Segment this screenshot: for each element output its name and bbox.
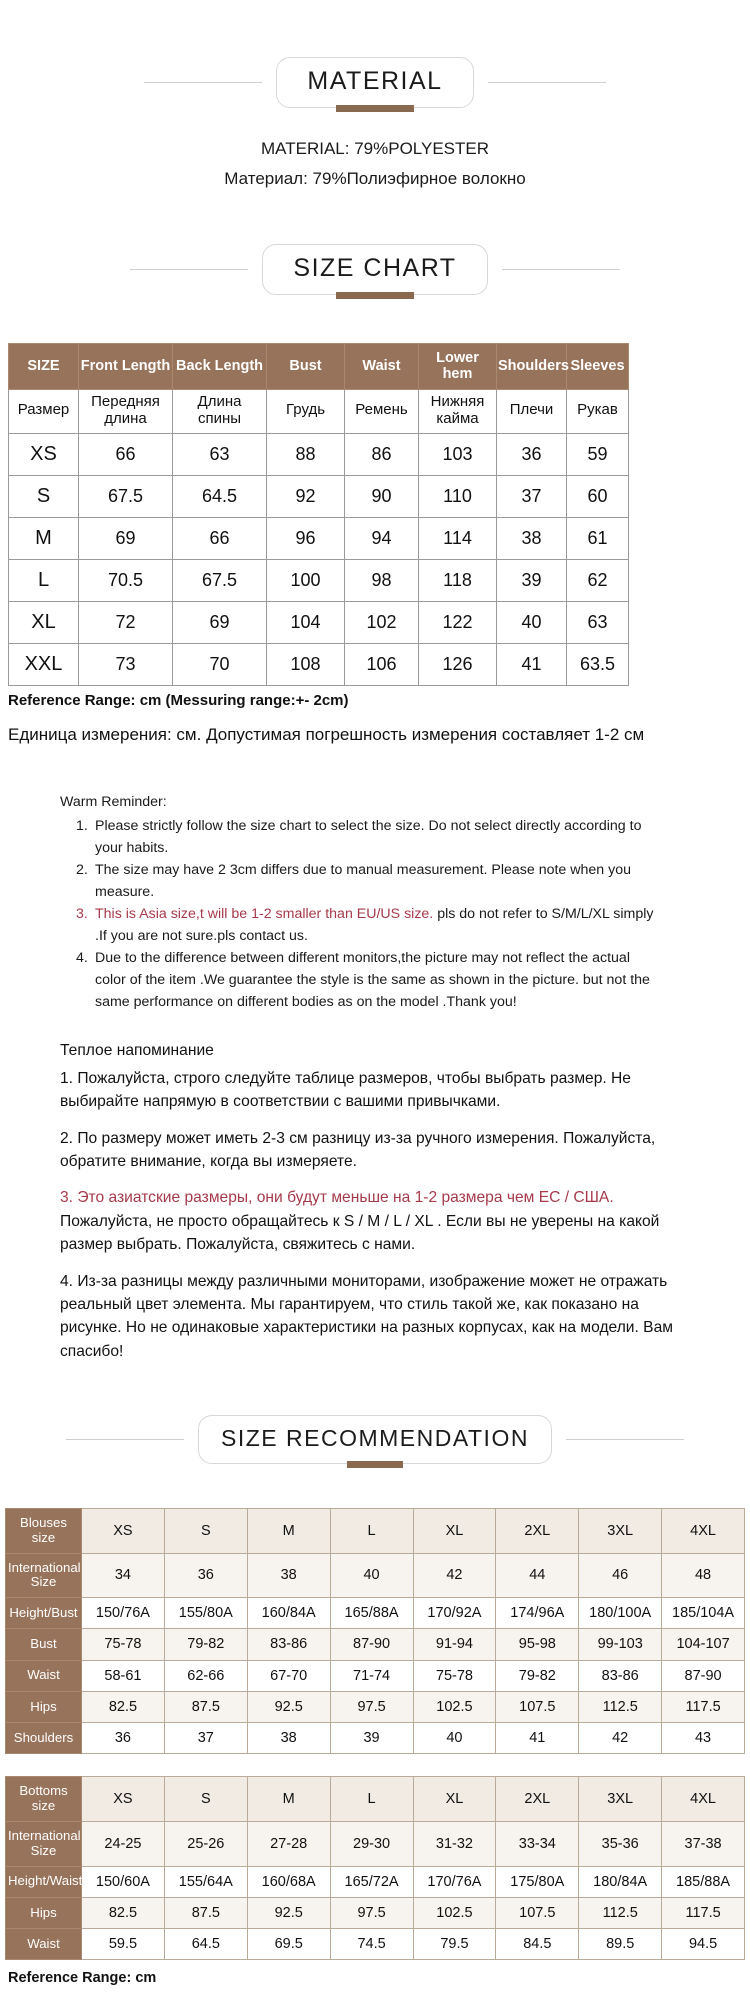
cell-lower-hem: 114 xyxy=(419,518,497,560)
banner-rule-right xyxy=(566,1439,684,1440)
list-item-text: pls do not refer to S/M/L/XL simply .If you are not sure.pls contact us. xyxy=(95,906,654,945)
cell-lower-hem: 118 xyxy=(419,560,497,602)
row-label-height-waist: Height/Waist xyxy=(6,1866,82,1897)
cell: 91-94 xyxy=(413,1629,496,1660)
cell: L xyxy=(330,1777,413,1822)
cell: 58-61 xyxy=(82,1660,165,1691)
cell-bust: 104 xyxy=(267,602,345,644)
cell: 42 xyxy=(579,1723,662,1754)
cell: 4XL xyxy=(662,1777,745,1822)
blouses-recommendation-table xyxy=(5,1508,745,1754)
cell: 112.5 xyxy=(579,1897,662,1928)
warm-reminder-list-en xyxy=(60,815,660,1013)
cell: 3XL xyxy=(579,1777,662,1822)
cell-sleeves: 60 xyxy=(567,476,629,518)
list-item xyxy=(76,859,660,903)
cell: 87-90 xyxy=(330,1629,413,1660)
banner-rule-left xyxy=(144,82,262,83)
cell-waist: 102 xyxy=(345,602,419,644)
cell: 37-38 xyxy=(662,1821,745,1866)
banner-rule-left xyxy=(130,269,248,270)
cell: 107.5 xyxy=(496,1691,579,1722)
cell: 165/88A xyxy=(330,1598,413,1629)
col-header-ru-shoulders: Плечи xyxy=(497,389,567,434)
cell: 104-107 xyxy=(662,1629,745,1660)
table-row xyxy=(6,1691,745,1722)
list-item-number: 4. xyxy=(76,950,88,967)
cell: 79-82 xyxy=(164,1629,247,1660)
reference-range-en: Reference Range: cm (Messuring range:+- 2cm) xyxy=(8,692,349,710)
size-recommendation-banner-label: SIZE RECOMMENDATION xyxy=(198,1415,552,1464)
material-line-en: MATERIAL: 79%POLYESTER xyxy=(261,139,489,158)
cell: 117.5 xyxy=(662,1691,745,1722)
cell-back-length: 70 xyxy=(173,644,267,686)
cell-front-length: 73 xyxy=(79,644,173,686)
cell-waist: 98 xyxy=(345,560,419,602)
warm-reminder-en xyxy=(60,791,660,1013)
cell: 4XL xyxy=(662,1509,745,1554)
cell: 92.5 xyxy=(247,1691,330,1722)
cell-front-length: 66 xyxy=(79,434,173,476)
warm-reminder-ru xyxy=(60,1039,680,1363)
cell: 62-66 xyxy=(164,1660,247,1691)
cell-sleeves: 59 xyxy=(567,434,629,476)
cell-sleeves: 63 xyxy=(567,602,629,644)
cell: XS xyxy=(82,1777,165,1822)
cell-size: XS xyxy=(9,434,79,476)
material-banner-pill-wrap xyxy=(276,57,473,108)
reference-range-ru: Единица измерения: см. Допустимая погрешность измерения составляет 1-2 см xyxy=(8,725,645,745)
cell: 102.5 xyxy=(413,1691,496,1722)
cell: 150/76A xyxy=(82,1598,165,1629)
cell: 69.5 xyxy=(247,1929,330,1960)
cell-shoulders: 40 xyxy=(497,602,567,644)
cell-size: L xyxy=(9,560,79,602)
cell: 175/80A xyxy=(496,1866,579,1897)
table-row xyxy=(9,518,629,560)
col-header-waist: Waist xyxy=(345,343,419,389)
warm-reminder-title-en: Warm Reminder: xyxy=(60,794,167,811)
cell: 97.5 xyxy=(330,1897,413,1928)
cell-sleeves: 62 xyxy=(567,560,629,602)
list-item-number: 3. xyxy=(76,906,88,923)
cell-bust: 108 xyxy=(267,644,345,686)
list-item-text: Please strictly follow the size chart to select the size. Do not select directly according to your habits. xyxy=(95,818,642,857)
cell: 185/88A xyxy=(662,1866,745,1897)
reminder-paragraph-highlight: 3. Это азиатские размеры, они будут меньше на 1-2 размера чем ЕС / США. xyxy=(60,1189,614,1207)
list-item-number: 2. xyxy=(76,862,88,879)
cell-shoulders: 38 xyxy=(497,518,567,560)
cell: 71-74 xyxy=(330,1660,413,1691)
cell: XL xyxy=(413,1777,496,1822)
cell: 34 xyxy=(82,1553,165,1598)
table-row xyxy=(6,1723,745,1754)
row-label-height-bust: Height/Bust xyxy=(6,1598,82,1629)
material-banner-label: MATERIAL xyxy=(276,57,473,108)
table-row xyxy=(9,602,629,644)
cell: 89.5 xyxy=(579,1929,662,1960)
material-lines xyxy=(0,134,750,194)
reminder-paragraph xyxy=(60,1186,680,1256)
col-header-size: SIZE xyxy=(9,343,79,389)
cell: 170/76A xyxy=(413,1866,496,1897)
cell: 27-28 xyxy=(247,1821,330,1866)
table-row xyxy=(6,1598,745,1629)
cell: 180/84A xyxy=(579,1866,662,1897)
reminder-paragraph-text: Пожалуйста, не просто обращайтесь к S / M / L / XL . Если вы не уверены на какой размер выбрать. Пожалуйста, свяжитесь с нами. xyxy=(60,1212,660,1254)
col-header-shoulders: Shoulders xyxy=(497,343,567,389)
cell: 25-26 xyxy=(164,1821,247,1866)
cell: 3XL xyxy=(579,1509,662,1554)
col-header-bust: Bust xyxy=(267,343,345,389)
cell: 41 xyxy=(496,1723,579,1754)
size-chart-header-row-ru xyxy=(9,389,629,434)
cell: 75-78 xyxy=(413,1660,496,1691)
cell: 35-36 xyxy=(579,1821,662,1866)
table-row xyxy=(6,1866,745,1897)
cell-front-length: 72 xyxy=(79,602,173,644)
cell: 24-25 xyxy=(82,1821,165,1866)
cell-size: M xyxy=(9,518,79,560)
cell: 38 xyxy=(247,1553,330,1598)
cell-shoulders: 37 xyxy=(497,476,567,518)
cell: 39 xyxy=(330,1723,413,1754)
cell: 33-34 xyxy=(496,1821,579,1866)
size-recommendation-banner-pill-wrap xyxy=(198,1415,552,1464)
cell-sleeves: 63.5 xyxy=(567,644,629,686)
cell: 83-86 xyxy=(579,1660,662,1691)
cell: 95-98 xyxy=(496,1629,579,1660)
cell: 31-32 xyxy=(413,1821,496,1866)
list-item xyxy=(76,903,660,947)
table-row xyxy=(9,476,629,518)
cell-size: XXL xyxy=(9,644,79,686)
cell: S xyxy=(164,1777,247,1822)
cell: 92.5 xyxy=(247,1897,330,1928)
cell: 43 xyxy=(662,1723,745,1754)
cell-shoulders: 36 xyxy=(497,434,567,476)
row-label-international-size: International Size xyxy=(6,1553,82,1598)
cell-bust: 96 xyxy=(267,518,345,560)
cell: 99-103 xyxy=(579,1629,662,1660)
reminder-paragraph: 2. По размеру может иметь 2-3 см разницу из-за ручного измерения. Пожалуйста, обратите внимание, когда вы измеряете. xyxy=(60,1129,656,1170)
cell: 79.5 xyxy=(413,1929,496,1960)
cell: L xyxy=(330,1509,413,1554)
cell: 165/72A xyxy=(330,1866,413,1897)
cell: 59.5 xyxy=(82,1929,165,1960)
cell: 102.5 xyxy=(413,1897,496,1928)
cell-size: S xyxy=(9,476,79,518)
cell: 160/68A xyxy=(247,1866,330,1897)
row-label-hips: Hips xyxy=(6,1691,82,1722)
cell: 36 xyxy=(164,1553,247,1598)
cell: 37 xyxy=(164,1723,247,1754)
cell-lower-hem: 110 xyxy=(419,476,497,518)
row-label-blouses-size: Blouses size xyxy=(6,1509,82,1554)
reminder-paragraph: 1. Пожалуйста, строго следуйте таблице размеров, чтобы выбрать размер. Не выбирайте напрямую в соответствии с вашими привычками. xyxy=(60,1069,631,1111)
row-label-shoulders: Shoulders xyxy=(6,1723,82,1754)
row-label-waist: Waist xyxy=(6,1929,82,1960)
cell: 87.5 xyxy=(164,1897,247,1928)
cell-sleeves: 61 xyxy=(567,518,629,560)
cell: 150/60A xyxy=(82,1866,165,1897)
list-item xyxy=(76,815,660,859)
cell: 82.5 xyxy=(82,1691,165,1722)
cell: 2XL xyxy=(496,1777,579,1822)
banner-rule-right xyxy=(488,82,606,83)
col-header-sleeves: Sleeves xyxy=(567,343,629,389)
cell: 155/80A xyxy=(164,1598,247,1629)
table-row xyxy=(6,1553,745,1598)
material-line-ru: Материал: 79%Полиэфирное волокно xyxy=(224,168,526,188)
table-row xyxy=(9,434,629,476)
cell: 84.5 xyxy=(496,1929,579,1960)
size-recommendation-banner xyxy=(0,1415,750,1464)
cell-shoulders: 39 xyxy=(497,560,567,602)
cell: S xyxy=(164,1509,247,1554)
table-row xyxy=(6,1629,745,1660)
cell: M xyxy=(247,1777,330,1822)
col-header-back-length: Back Length xyxy=(173,343,267,389)
cell-back-length: 63 xyxy=(173,434,267,476)
size-chart-header-row-en xyxy=(9,343,629,389)
col-header-ru-front-length: Передняя длина xyxy=(79,389,173,434)
col-header-front-length: Front Length xyxy=(79,343,173,389)
cell: 117.5 xyxy=(662,1897,745,1928)
cell-lower-hem: 103 xyxy=(419,434,497,476)
cell: 48 xyxy=(662,1553,745,1598)
col-header-lower-hem: Lower hem xyxy=(419,343,497,389)
cell: 174/96A xyxy=(496,1598,579,1629)
size-chart-banner xyxy=(0,244,750,295)
size-chart-banner-label: SIZE CHART xyxy=(262,244,487,295)
cell-waist: 94 xyxy=(345,518,419,560)
cell-bust: 88 xyxy=(267,434,345,476)
cell-lower-hem: 122 xyxy=(419,602,497,644)
col-header-ru-bust: Грудь xyxy=(267,389,345,434)
list-item-number: 1. xyxy=(76,818,88,835)
row-label-international-size: International Size xyxy=(6,1821,82,1866)
cell: M xyxy=(247,1509,330,1554)
table-row xyxy=(6,1660,745,1691)
cell-waist: 90 xyxy=(345,476,419,518)
cell: 40 xyxy=(330,1553,413,1598)
cell-waist: 86 xyxy=(345,434,419,476)
cell: 87-90 xyxy=(662,1660,745,1691)
cell: XL xyxy=(413,1509,496,1554)
cell-lower-hem: 126 xyxy=(419,644,497,686)
table-row xyxy=(6,1897,745,1928)
row-label-bottoms-size: Bottoms size xyxy=(6,1777,82,1822)
banner-rule-left xyxy=(66,1439,184,1440)
cell-front-length: 70.5 xyxy=(79,560,173,602)
list-item-text: The size may have 2 3cm differs due to manual measurement. Please note when you measure. xyxy=(95,862,632,901)
cell-waist: 106 xyxy=(345,644,419,686)
cell: 94.5 xyxy=(662,1929,745,1960)
cell: 46 xyxy=(579,1553,662,1598)
size-chart-banner-pill-wrap xyxy=(262,244,487,295)
bottoms-recommendation-table xyxy=(5,1776,745,1960)
cell: 97.5 xyxy=(330,1691,413,1722)
table-row xyxy=(6,1929,745,1960)
table-row xyxy=(6,1777,745,1822)
cell: 75-78 xyxy=(82,1629,165,1660)
table-row xyxy=(6,1509,745,1554)
col-header-ru-waist: Ремень xyxy=(345,389,419,434)
material-banner xyxy=(0,57,750,108)
col-header-ru-size: Размер xyxy=(9,389,79,434)
list-item-text: Due to the difference between different monitors,the picture may not reflect the actual color of the item .We guarantee the style is the same as shown in the picture. but not the same performance on different bodies as on the model .Thank you! xyxy=(95,950,650,1011)
col-header-ru-back-length: Длина спины xyxy=(173,389,267,434)
cell-back-length: 67.5 xyxy=(173,560,267,602)
row-label-waist: Waist xyxy=(6,1660,82,1691)
cell: 67-70 xyxy=(247,1660,330,1691)
row-label-hips: Hips xyxy=(6,1897,82,1928)
cell: 38 xyxy=(247,1723,330,1754)
cell: 42 xyxy=(413,1553,496,1598)
cell: 44 xyxy=(496,1553,579,1598)
cell: 29-30 xyxy=(330,1821,413,1866)
cell: 180/100A xyxy=(579,1598,662,1629)
table-row xyxy=(9,644,629,686)
cell: 82.5 xyxy=(82,1897,165,1928)
cell-shoulders: 41 xyxy=(497,644,567,686)
cell: 170/92A xyxy=(413,1598,496,1629)
table-row xyxy=(6,1821,745,1866)
cell: 74.5 xyxy=(330,1929,413,1960)
cell-bust: 100 xyxy=(267,560,345,602)
reference-range-bottom: Reference Range: cm xyxy=(8,1970,157,1987)
table-row xyxy=(9,560,629,602)
row-label-bust: Bust xyxy=(6,1629,82,1660)
banner-accent-bar xyxy=(336,105,414,112)
cell: 155/64A xyxy=(164,1866,247,1897)
cell: 185/104A xyxy=(662,1598,745,1629)
banner-accent-bar xyxy=(347,1461,403,1468)
cell: XS xyxy=(82,1509,165,1554)
cell-back-length: 69 xyxy=(173,602,267,644)
cell-front-length: 69 xyxy=(79,518,173,560)
cell-bust: 92 xyxy=(267,476,345,518)
col-header-ru-lower-hem: Нижняя кайма xyxy=(419,389,497,434)
cell: 160/84A xyxy=(247,1598,330,1629)
cell: 64.5 xyxy=(164,1929,247,1960)
list-item-text-highlight: This is Asia size,t will be 1-2 smaller than EU/US size. xyxy=(95,906,434,923)
cell: 107.5 xyxy=(496,1897,579,1928)
cell: 112.5 xyxy=(579,1691,662,1722)
warm-reminder-title-ru: Теплое напоминание xyxy=(60,1042,214,1060)
cell: 79-82 xyxy=(496,1660,579,1691)
reminder-paragraph: 4. Из-за разницы между различными мониторами, изображение может не отражать реальный цвет элемента. Мы гарантируем, что стиль такой же, как показано на рисунке. Но не одинаковые характеристики на разных корпусах, как на модели. Вам спасибо! xyxy=(60,1272,673,1360)
cell-back-length: 66 xyxy=(173,518,267,560)
cell: 2XL xyxy=(496,1509,579,1554)
cell-size: XL xyxy=(9,602,79,644)
cell-back-length: 64.5 xyxy=(173,476,267,518)
list-item xyxy=(76,947,660,1013)
cell: 40 xyxy=(413,1723,496,1754)
cell: 87.5 xyxy=(164,1691,247,1722)
cell: 83-86 xyxy=(247,1629,330,1660)
col-header-ru-sleeves: Рукав xyxy=(567,389,629,434)
cell-front-length: 67.5 xyxy=(79,476,173,518)
banner-rule-right xyxy=(502,269,620,270)
cell: 36 xyxy=(82,1723,165,1754)
size-chart-table xyxy=(8,343,629,687)
banner-accent-bar xyxy=(336,292,414,299)
